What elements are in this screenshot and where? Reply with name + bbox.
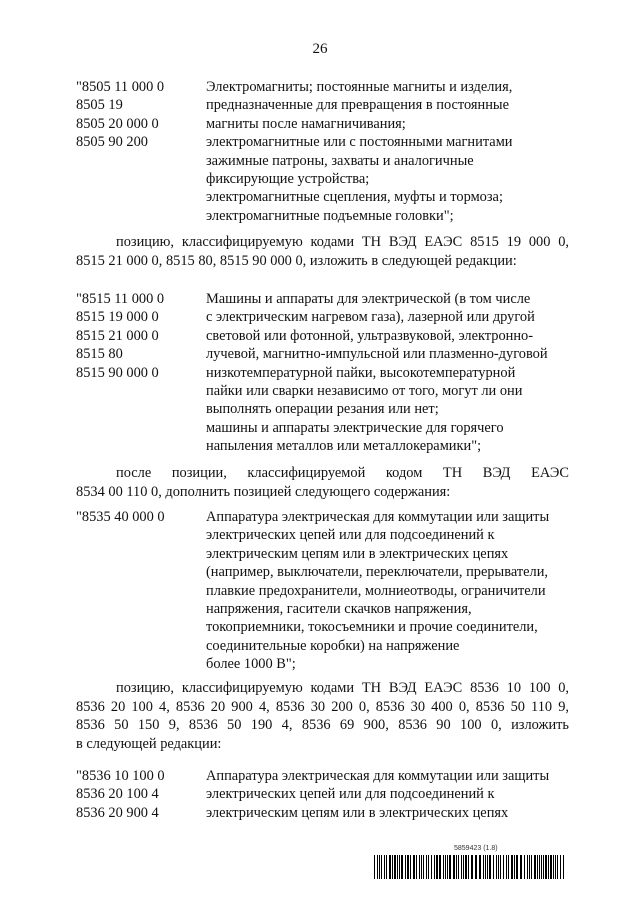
hs-code: 8505 20 000 0 <box>76 115 159 132</box>
paragraph-line: 8536 50 150 9, 8536 50 190 4, 8536 69 900, 8536 90 100 0, изложить <box>76 717 569 734</box>
barcode-bar <box>401 855 403 879</box>
document-id: 5859423 (1.8) <box>454 845 498 852</box>
description-line: фиксирующие устройства; <box>206 171 370 188</box>
paragraph-line: 8534 00 110 0, дополнить позицией следующего содержания: <box>76 483 451 500</box>
barcode-bar <box>431 855 432 879</box>
barcode-bar <box>529 855 530 879</box>
description-line: электрическим цепям или в электрических цепях <box>206 804 509 821</box>
barcode-bar <box>386 855 387 879</box>
barcode-bar <box>548 855 549 879</box>
barcode-bar <box>534 855 536 879</box>
barcode-bar <box>479 855 481 879</box>
barcode-bar <box>493 855 494 879</box>
hs-code: 8536 20 900 4 <box>76 804 159 821</box>
description-line: плавкие предохранители, молниеотводы, ограничители <box>206 582 546 599</box>
barcode-bar <box>539 855 540 879</box>
barcode-bar <box>407 855 409 879</box>
barcode-bar <box>399 855 400 879</box>
description-line: электрическим цепям или в электрических цепях <box>206 545 509 562</box>
barcode-bar <box>496 855 497 879</box>
description-line: напыления металлов или металлокерамики"; <box>206 438 482 455</box>
description-line: зажимные патроны, захваты и аналогичные <box>206 152 474 169</box>
description-line: низкотемпературной пайки, высокотемпературной <box>206 364 516 381</box>
barcode-bar <box>465 855 467 879</box>
barcode-bar <box>550 855 552 879</box>
barcode-bar <box>527 855 528 879</box>
barcode-bar <box>520 855 522 879</box>
description-line: напряжения, гасители скачков напряжения, <box>206 601 472 618</box>
hs-code: 8515 80 <box>76 346 123 363</box>
description-line: Аппаратура электрическая для коммутации или защиты <box>206 768 550 784</box>
barcode-bar <box>524 855 525 879</box>
barcode-bar <box>453 855 455 879</box>
barcode-bar <box>514 855 515 879</box>
barcode-bar <box>423 855 424 879</box>
barcode-bar <box>463 855 464 879</box>
entry-description <box>206 78 578 225</box>
description-line: токоприемники, токосъемники и прочие соединители, <box>206 619 538 636</box>
barcode-bar <box>555 855 556 879</box>
instruction-paragraph <box>76 679 569 753</box>
barcode-bar <box>553 855 554 879</box>
paragraph-line: 8515 21 000 0, 8515 80, 8515 90 000 0, изложить в следующей редакции: <box>76 252 517 269</box>
barcode-bar <box>434 855 435 879</box>
entry-description <box>206 767 578 822</box>
barcode-bar <box>426 855 427 879</box>
barcode-bar <box>541 855 542 879</box>
hs-code: 8505 19 <box>76 97 123 114</box>
entry-description <box>206 508 578 674</box>
hs-code: "8535 40 000 0 <box>76 509 165 525</box>
barcode-bar <box>384 855 385 879</box>
barcode-bar <box>483 855 484 879</box>
instruction-paragraph <box>76 464 569 501</box>
paragraph-line: после позиции, классифицируемой кодом ТН ВЭД ЕАЭС <box>116 465 569 481</box>
paragraph-line: в следующей редакции: <box>76 735 222 752</box>
barcode-bar <box>489 855 491 879</box>
hs-code: "8515 11 000 0 <box>76 291 165 307</box>
hs-code: "8505 11 000 0 <box>76 79 165 95</box>
barcode-bar <box>503 855 504 879</box>
barcode-bar <box>392 855 393 879</box>
instruction-paragraph <box>76 233 569 270</box>
barcode-bar <box>381 855 382 879</box>
barcode-bar <box>560 855 561 879</box>
barcode-bar <box>498 855 499 879</box>
barcode-bar <box>543 855 544 879</box>
barcode-bar <box>487 855 488 879</box>
barcode-bar <box>439 855 441 879</box>
hs-codes <box>76 767 196 822</box>
hs-code: 8505 90 200 <box>76 134 148 151</box>
barcode-bar <box>475 855 477 879</box>
hs-code: 8515 21 000 0 <box>76 327 159 344</box>
description-line: электромагнитные подъемные головки"; <box>206 207 454 224</box>
description-line: соединительные коробки) на напряжение <box>206 637 460 654</box>
description-line: электрических цепей или для подсоединений к <box>206 527 495 544</box>
barcode-bar <box>557 855 558 879</box>
barcode-bar <box>447 855 448 879</box>
barcode-bar <box>394 855 396 879</box>
barcode-bar <box>511 855 513 879</box>
barcode-bar <box>416 855 417 879</box>
description-line: Аппаратура электрическая для коммутации или защиты <box>206 509 550 525</box>
description-line: электрических цепей или для подсоединений к <box>206 786 495 803</box>
description-line: световой или фотонной, ультразвуковой, электронно- <box>206 327 534 344</box>
paragraph-line: позицию, классифицируемую кодами ТН ВЭД ЕАЭС 8515 19 000 0, <box>116 234 569 250</box>
barcode-bar <box>405 855 406 879</box>
description-line: выполнять операции резания или нет; <box>206 401 439 418</box>
paragraph-line: 8536 20 100 4, 8536 20 900 4, 8536 30 200 0, 8536 30 400 0, 8536 50 110 9, <box>76 698 569 715</box>
paragraph-line: позицию, классифицируемую кодами ТН ВЭД ЕАЭС 8536 10 100 0, <box>116 680 569 696</box>
description-line: электромагнитные сцепления, муфты и тормоза; <box>206 189 503 206</box>
description-line: более 1000 В"; <box>206 656 296 673</box>
barcode-bar <box>397 855 398 879</box>
description-line: магниты после намагничивания; <box>206 115 406 132</box>
description-line: предназначенные для превращения в постоянные <box>206 97 509 114</box>
hs-code: 8536 20 100 4 <box>76 786 159 803</box>
description-line: с электрическим нагревом газа), лазерной или другой <box>206 309 535 326</box>
barcode-bar <box>421 855 422 879</box>
barcode-bar <box>458 855 459 879</box>
description-line: Электромагниты; постоянные магниты и изделия, <box>206 79 513 95</box>
barcode-bar <box>461 855 462 879</box>
description-line: (например, выключатели, переключатели, прерыватели, <box>206 564 548 581</box>
barcode-bar <box>379 855 380 879</box>
page-number: 26 <box>312 41 328 57</box>
barcode-bar <box>413 855 415 879</box>
entry-description <box>206 290 578 456</box>
barcode-bar <box>500 855 501 879</box>
description-line: пайки или сварки независимо от того, могут ли они <box>206 383 523 400</box>
hs-code: 8515 90 000 0 <box>76 364 159 381</box>
barcode-bar <box>485 855 486 879</box>
barcode-bar <box>449 855 451 879</box>
barcode-bar <box>471 855 473 879</box>
barcode-bar <box>468 855 469 879</box>
barcode-bar <box>506 855 507 879</box>
hs-code: "8536 10 100 0 <box>76 768 165 784</box>
barcode <box>374 855 566 879</box>
barcode-bar <box>389 855 391 879</box>
description-line: Машины и аппараты для электрической (в том числе <box>206 291 531 307</box>
description-line: машины и аппараты электрические для горячего <box>206 419 504 436</box>
barcode-bar <box>516 855 518 879</box>
barcode-bar <box>428 855 429 879</box>
barcode-bar <box>377 855 378 879</box>
barcode-bar <box>419 855 420 879</box>
description-line: электромагнитные или с постоянными магнитами <box>206 134 513 151</box>
barcode-bar <box>456 855 457 879</box>
barcode-bar <box>537 855 538 879</box>
hs-codes <box>76 78 196 152</box>
barcode-bar <box>443 855 444 879</box>
barcode-bar <box>410 855 411 879</box>
barcode-bar <box>545 855 547 879</box>
barcode-bar <box>508 855 509 879</box>
barcode-bar <box>445 855 446 879</box>
hs-codes <box>76 290 196 382</box>
hs-code: 8515 19 000 0 <box>76 309 159 326</box>
barcode-bar <box>374 855 375 879</box>
description-line: лучевой, магнитно-импульсной или плазменно-дуговой <box>206 346 548 363</box>
barcode-bar <box>531 855 532 879</box>
barcode-bar <box>563 855 564 879</box>
barcode-bar <box>436 855 438 879</box>
hs-codes <box>76 508 196 526</box>
